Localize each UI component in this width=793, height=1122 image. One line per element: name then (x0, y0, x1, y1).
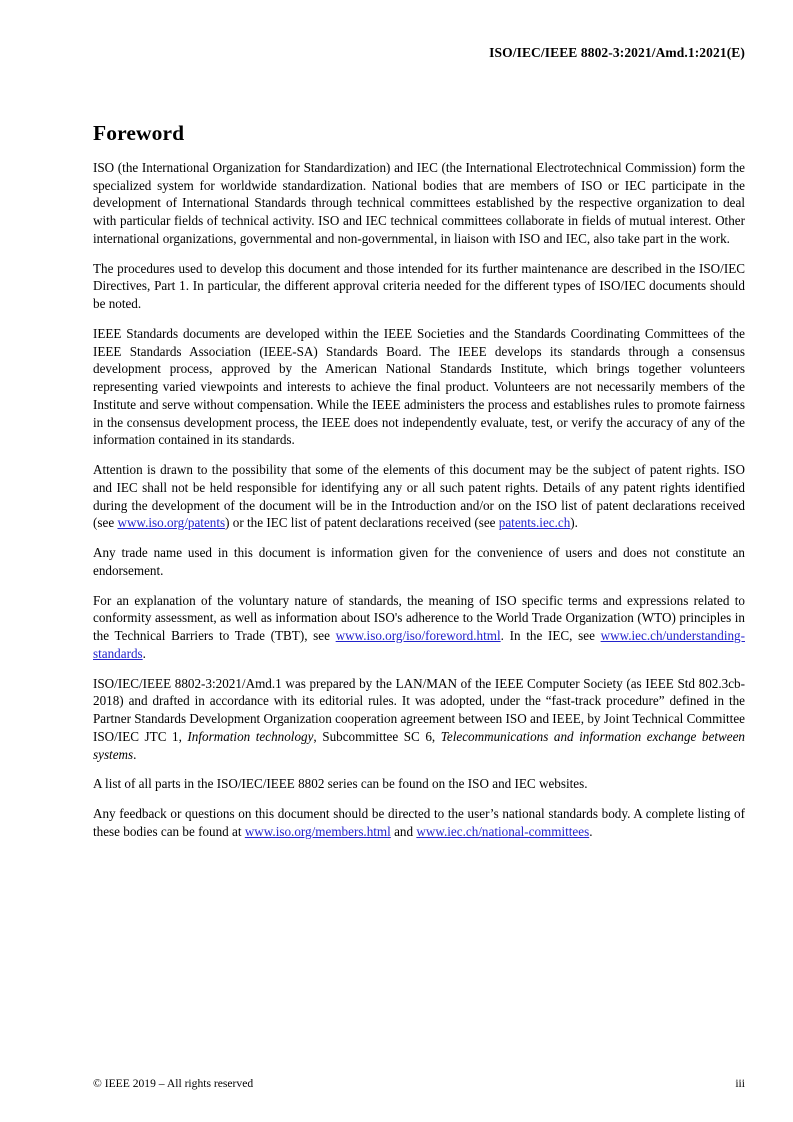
running-header: ISO/IEC/IEEE 8802-3:2021/Amd.1:2021(E) (489, 45, 745, 60)
link-iec-national-committees[interactable]: www.iec.ch/national-committees (416, 824, 590, 839)
feedback-text-part-3: . (589, 824, 593, 839)
feedback-text-part-1: Any feedback or questions on this document should be directed to the user’s national standards body. A complete listing of these bodies can be found at (93, 806, 745, 839)
paragraph-procedures: The procedures used to develop this document and those intended for its further maintenance are described in the ISO/IEC Directives, Part 1. In particular, the different approval criteria needed for the different types of ISO/IEC documents should be noted. (93, 260, 745, 312)
link-iec-understanding-standards[interactable]: www.iec.ch/understanding-standards (93, 628, 745, 661)
foreword-body (93, 159, 745, 841)
paragraph-patent-rights (93, 461, 745, 532)
credit-text-part-3: . (133, 746, 137, 762)
paragraph-preparation-credit (93, 675, 745, 764)
link-iso-foreword[interactable]: www.iso.org/iso/foreword.html (335, 628, 501, 644)
feedback-text-part-2: and (390, 824, 417, 839)
patent-text-part-3: ). (570, 515, 578, 531)
credit-text-part-2: , Subcommittee SC 6, (313, 728, 441, 744)
link-iso-patents[interactable]: www.iso.org/patents (117, 515, 226, 531)
voluntary-text-part-3: . (142, 645, 146, 661)
footer-page-number: iii (735, 1077, 745, 1090)
paragraph-ieee-standards-development: IEEE Standards documents are developed within the IEEE Societies and the Standards Coordinating Committees of the IEEE Standards Association (IEEE-SA) Standards Board. The IEEE develops its standards through a consensus development process, approved by the American National Standards Institute, which brings together volunteers representing varied viewpoints and interests to achieve the final product. Volunteers are not necessarily members of the Institute and serve without compensation. While the IEEE administers the process and establishes rules to promote fairness in the consensus development process, the IEEE does not independently evaluate, test, or verify the accuracy of any of the information contained in its standards. (93, 326, 745, 448)
voluntary-text-part-2: . In the IEC, see (500, 628, 601, 644)
link-patents-iec-ch[interactable]: patents.iec.ch (498, 515, 571, 531)
committee-title-information-technology: Information technology (187, 728, 314, 744)
paragraph-voluntary-nature (93, 592, 745, 663)
footer-copyright: © IEEE 2019 – All rights reserved (93, 1077, 254, 1090)
paragraph-list-of-parts: A list of all parts in the ISO/IEC/IEEE 8802 series can be found on the ISO and IEC websites. (93, 776, 588, 792)
credit-text-part-1: ISO/IEC/IEEE 8802-3:2021/Amd.1 was prepared by the LAN/MAN of the IEEE Computer Society (as IEEE Std 802.3cb-2018) and drafted in accordance with its editorial rules. It was adopted, under the “fast-track procedure” defined in the Partner Standards Development Organization cooperation agreement between ISO and IEEE, by Joint Technical Committee ISO/IEC JTC 1, (93, 675, 745, 744)
patent-text-part-1: Attention is drawn to the possibility that some of the elements of this document may be the subject of patent rights. ISO and IEC shall not be held responsible for identifying any or all such patent rights. Details of any patent rights identified during the development of the document will be in the Introduction and/or on the ISO list of patent declarations received (see (93, 462, 745, 531)
page-title: Foreword (93, 121, 185, 146)
patent-text-part-2: ) or the IEC list of patent declarations received (see (225, 515, 499, 531)
subcommittee-title-telecommunications: Telecommunications and information exchange between systems (93, 728, 745, 762)
page-footer (93, 1076, 745, 1091)
paragraph-iso-iec-system: ISO (the International Organization for Standardization) and IEC (the International Electrotechnical Commission) form the specialized system for worldwide standardization. National bodies that are members of ISO or IEC participate in the development of International Standards through technical committees established by the respective organization to deal with particular fields of technical activity. ISO and IEC technical committees collaborate in fields of mutual interest. Other international organizations, governmental and non-governmental, in liaison with ISO and IEC, also take part in the work. (93, 160, 745, 246)
paragraph-feedback (93, 805, 745, 840)
voluntary-text-part-1: For an explanation of the voluntary nature of standards, the meaning of ISO specific terms and expressions related to conformity assessment, as well as information about ISO's adherence to the World Trade Organization (WTO) principles in the Technical Barriers to Trade (TBT), see (93, 592, 745, 644)
paragraph-trade-name: Any trade name used in this document is information given for the convenience of users and does not constitute an endorsement. (93, 545, 745, 578)
link-iso-members[interactable]: www.iso.org/members.html (244, 824, 391, 839)
